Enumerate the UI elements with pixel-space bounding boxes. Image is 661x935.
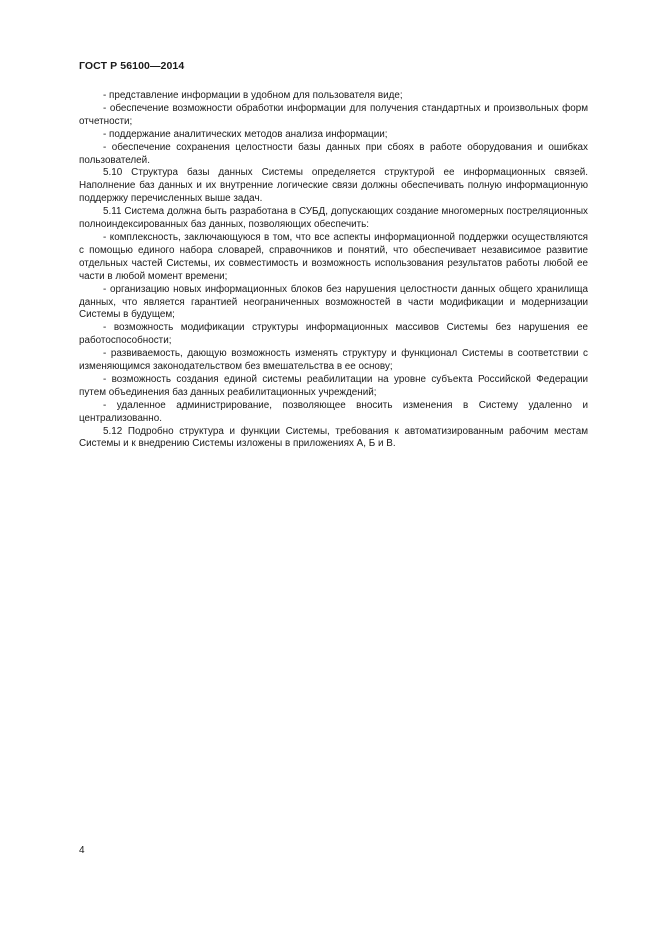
list-item: - обеспечение сохранения целостности базы данных при сбоях в работе оборудования и ошибках пользователей. (79, 141, 588, 166)
list-item: - возможность модификации структуры информационных массивов Системы без нарушения ее работоспособности; (79, 322, 588, 347)
page-number: 4 (79, 845, 85, 856)
list-item: - возможность создания единой системы реабилитации на уровне субъекта Российской Федерации путем объединения баз данных реабилитационных учреждений; (79, 373, 588, 398)
list-item: - поддержание аналитических методов анализа информации; (103, 128, 388, 140)
document-header: ГОСТ Р 56100—2014 (79, 60, 185, 72)
clause-5-10: 5.10 Структура базы данных Системы определяется структурой ее информационных связей. Наполнение баз данных и их внутренние логические связи должны обеспечивать полную информационную поддержку перечисленных выше задач. (79, 167, 588, 205)
list-item: - обеспечение возможности обработки информации для получения стандартных и произвольных форм отчетности; (79, 102, 588, 127)
list-item: - удаленное администрирование, позволяющее вносить изменения в Систему удаленно и централизованно. (79, 399, 588, 424)
clause-5-11: 5.11 Система должна быть разработана в СУБД, допускающих создание многомерных постреляционных полноиндексированных баз данных, позволяющих обеспечить: (79, 206, 588, 231)
list-item: - организацию новых информационных блоков без нарушения целостности данных общего хранилища данных, что является гарантией неограниченных возможностей в части модификации и модернизации Системы в будущем; (79, 283, 588, 321)
list-item: - развиваемость, дающую возможность изменять структуру и функционал Системы в соответствии с изменяющимся законодательством без вмешательства в ее основу; (79, 348, 588, 373)
list-item: - представление информации в удобном для пользователя виде; (103, 90, 403, 101)
list-item: - комплексность, заключающуюся в том, что все аспекты информационной поддержки осуществляются с помощью единого набора словарей, справочников и понятий, что обеспечивает независимое развитие отдельных частей Системы, их совместимость и возможность использования результатов работы любой ее части в любой момент времени; (79, 231, 588, 282)
document-body (79, 90, 588, 451)
clause-5-12: 5.12 Подробно структура и функции Системы, требования к автоматизированным рабочим местам Системы и к внедрению Системы изложены в приложениях А, Б и В. (79, 425, 588, 450)
